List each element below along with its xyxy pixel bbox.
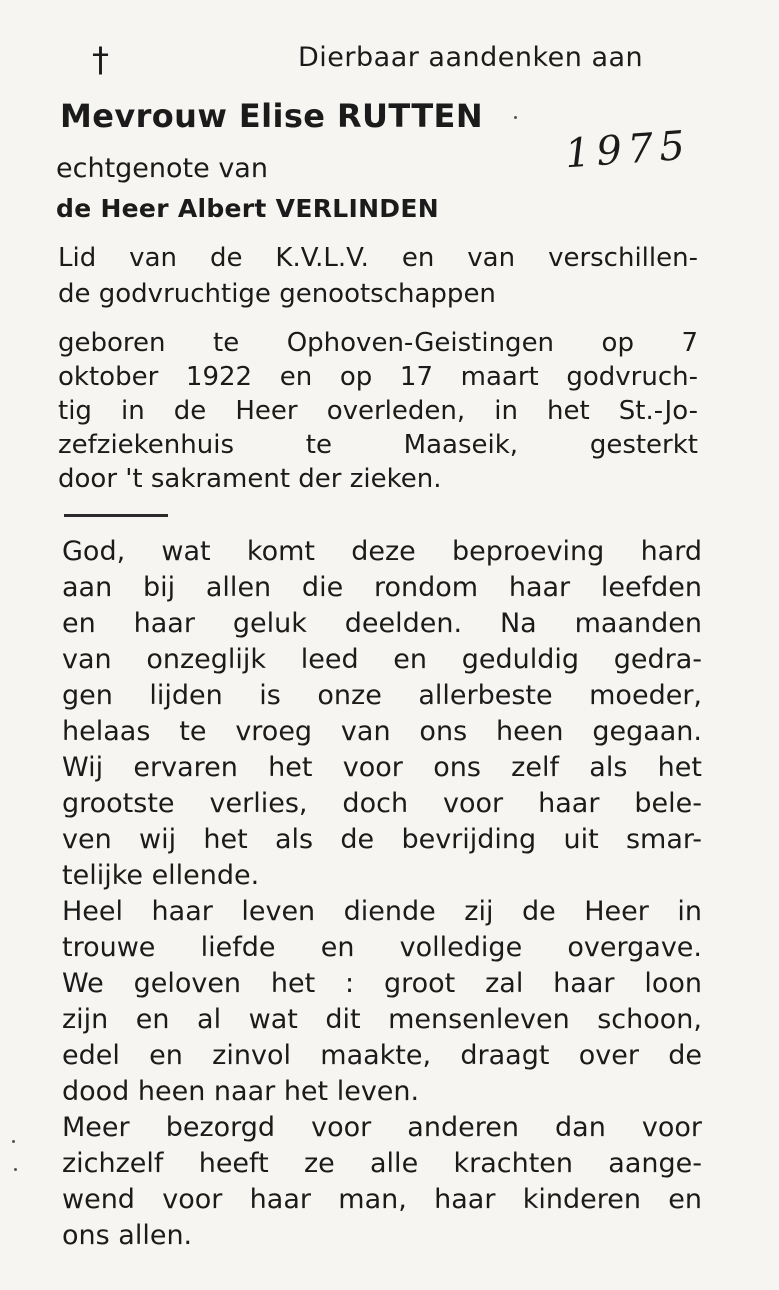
text-line: zefziekenhuis te Maaseik, gesterkt <box>58 430 698 460</box>
text-line: door 't sakrament der zieken. <box>58 464 442 494</box>
paper-speck <box>14 1168 17 1171</box>
text-line: geboren te Ophoven-Geistingen op 7 <box>58 328 698 358</box>
text-line: de godvruchtige genootschappen <box>58 279 496 309</box>
text-line: Heel haar leven diende zij de Heer in <box>62 896 702 927</box>
text-line: God, wat komt deze beproeving hard <box>62 536 702 567</box>
prayer-text <box>62 534 702 1254</box>
section-divider <box>64 514 168 517</box>
text-line: Lid van de K.V.L.V. en van verschillen- <box>58 243 698 273</box>
text-line: trouwe liefde en volledige overgave. <box>62 932 702 963</box>
text-line: ven wij het als de bevrijding uit smar- <box>62 824 702 855</box>
text-line: ons allen. <box>62 1220 193 1251</box>
text-line: wend voor haar man, haar kinderen en <box>62 1184 702 1215</box>
deceased-name: Mevrouw Elise RUTTEN <box>60 97 483 135</box>
paper-speck <box>12 1140 15 1143</box>
text-line: zichzelf heeft ze alle krachten aange- <box>62 1148 702 1179</box>
text-line: oktober 1922 en op 17 maart godvruch- <box>58 362 698 392</box>
text-line: van onzeglijk leed en geduldig gedra- <box>62 644 702 675</box>
text-line: Wij ervaren het voor ons zelf als het <box>62 752 702 783</box>
text-line: zijn en al wat dit mensenleven schoon, <box>62 1004 702 1035</box>
text-line: Meer bezorgd voor anderen dan voor <box>62 1112 702 1143</box>
membership-text <box>58 240 698 312</box>
cross-icon: † <box>92 40 109 80</box>
handwritten-year: 1975 <box>563 122 693 178</box>
card-header: Dierbaar aandenken aan <box>298 42 644 73</box>
text-line: telijke ellende. <box>62 860 260 891</box>
text-line: tig in de Heer overleden, in het St.-Jo- <box>58 396 698 426</box>
text-line: aan bij allen die rondom haar leefden <box>62 572 702 603</box>
biography-text <box>58 326 698 496</box>
spouse-prefix: echtgenote van <box>56 153 268 184</box>
text-line: gen lijden is onze allerbeste moeder, <box>62 680 702 711</box>
spouse-name: de Heer Albert VERLINDEN <box>56 194 439 223</box>
text-line: helaas te vroeg van ons heen gegaan. <box>62 716 702 747</box>
text-line: grootste verlies, doch voor haar bele- <box>62 788 702 819</box>
paper-speck <box>514 116 517 119</box>
text-line: dood heen naar het leven. <box>62 1076 420 1107</box>
text-line: en haar geluk deelden. Na maanden <box>62 608 702 639</box>
text-line: edel en zinvol maakte, draagt over de <box>62 1040 702 1071</box>
text-line: We geloven het : groot zal haar loon <box>62 968 702 999</box>
